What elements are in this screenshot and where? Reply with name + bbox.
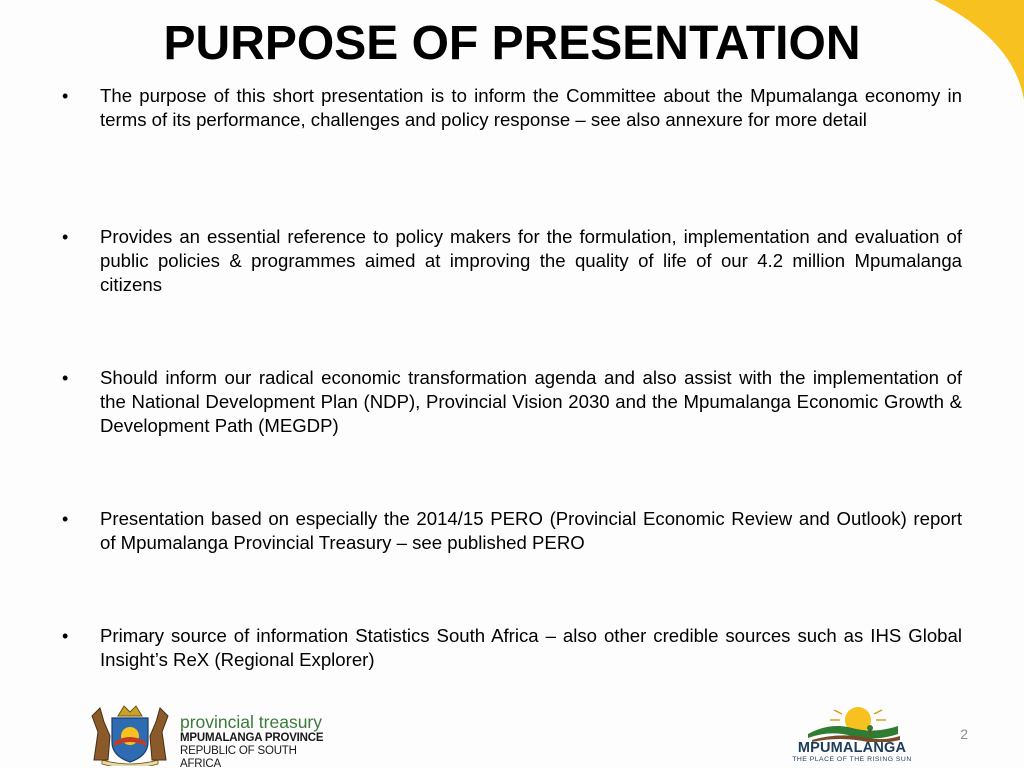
bullet-marker: • xyxy=(62,86,69,106)
bullet-marker: • xyxy=(62,509,69,529)
bullet-item xyxy=(62,225,962,297)
bullet-item xyxy=(62,624,962,672)
bullet-item xyxy=(62,84,962,132)
treasury-country: REPUBLIC OF SOUTH AFRICA xyxy=(180,745,297,768)
coat-of-arms-icon xyxy=(88,702,172,766)
treasury-name: provincial treasury xyxy=(180,712,322,732)
bullet-marker: • xyxy=(62,368,69,388)
bullet-text: Primary source of information Statistics South Africa – also other credible sources such as IHS Global Insight’s ReX (Regional Explorer) xyxy=(100,625,962,670)
slide-title: PURPOSE OF PRESENTATION xyxy=(163,17,861,70)
page-number: 2 xyxy=(960,726,968,742)
treasury-province: MPUMALANGA PROVINCE xyxy=(180,732,324,744)
bullet-item xyxy=(62,507,962,555)
bullet-text: Provides an essential reference to policy makers for the formulation, implementation and evaluation of public policies & programmes aimed at improving the quality of life of our 4.2 million Mpumalanga citizens xyxy=(100,226,962,295)
bullet-marker: • xyxy=(62,626,69,646)
bullet-item xyxy=(62,366,962,438)
treasury-logo xyxy=(88,700,338,766)
bullet-text: Presentation based on especially the 2014/15 PERO (Provincial Economic Review and Outlook) report of Mpumalanga Provincial Treasury – see published PERO xyxy=(100,508,962,553)
bullet-text: The purpose of this short presentation is to inform the Committee about the Mpumalanga economy in terms of its performance, challenges and policy response – see also annexure for more detail xyxy=(100,85,962,130)
bullet-text: Should inform our radical economic transformation agenda and also assist with the implementation of the National Development Plan (NDP), Provincial Vision 2030 and the Mpumalanga Economic Growth & Development Path (MEGDP) xyxy=(100,367,962,436)
brand-name: MPUMALANGA xyxy=(797,740,907,756)
mpumalanga-sun-landscape-icon xyxy=(800,704,905,742)
mpumalanga-logo xyxy=(790,704,915,766)
bullet-marker: • xyxy=(62,227,69,247)
treasury-text xyxy=(180,712,338,768)
brand-slogan: THE PLACE OF THE RISING SUN xyxy=(792,756,912,763)
